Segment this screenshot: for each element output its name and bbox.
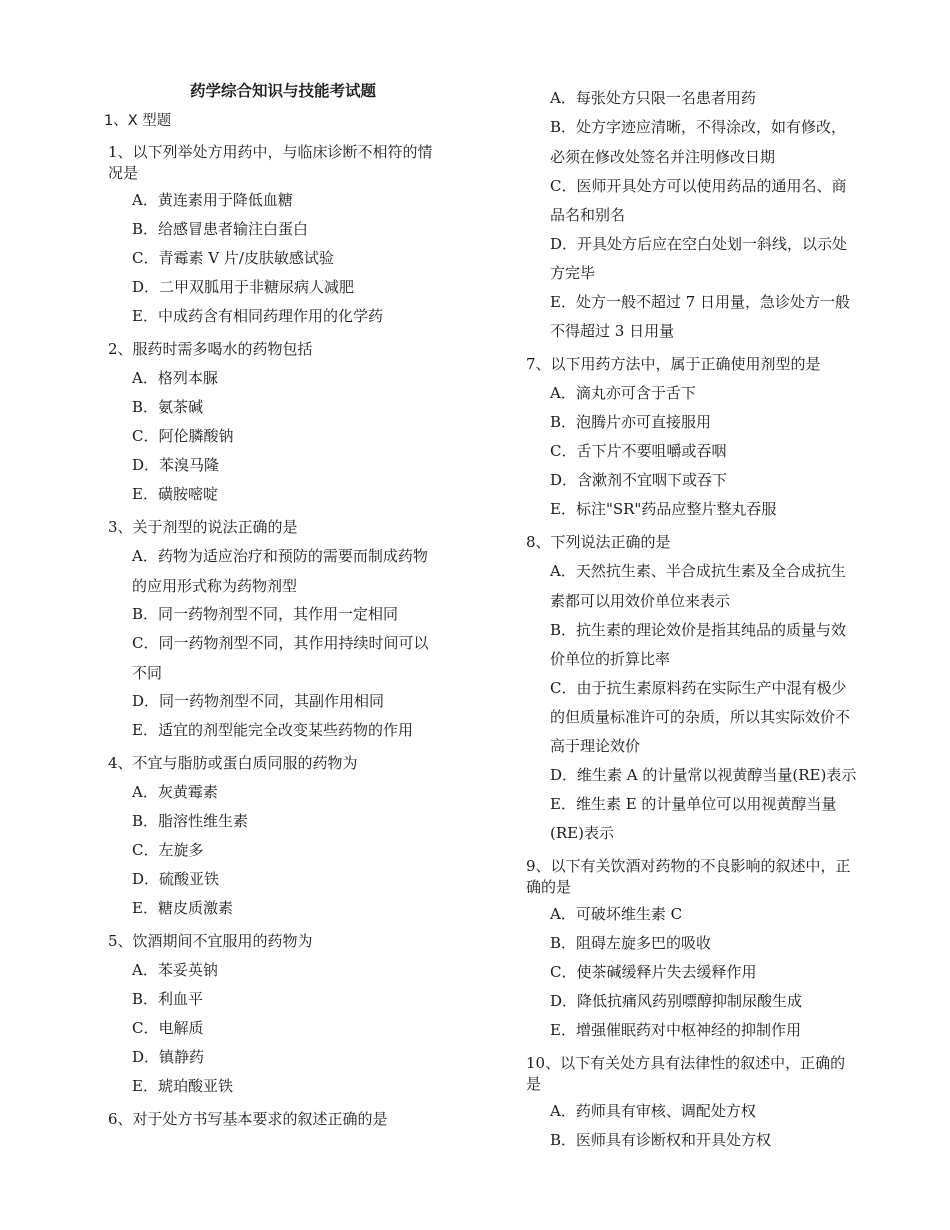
question-text: 4、不宜与脂肪或蛋白质同服的药物为: [108, 754, 358, 772]
option-a-cont: 的应用形式称为药物剂型: [132, 577, 298, 595]
option-c: C．青霉素 V 片/皮肤敏感试验: [132, 249, 334, 267]
option-d-cont: 方完毕: [550, 264, 596, 282]
option-c-cont2: 高于理论效价: [550, 737, 641, 755]
option-c: C．电解质: [132, 1019, 204, 1037]
option-d: D．开具处方后应在空白处划一斜线，以示处: [550, 235, 848, 253]
option-d: D．维生素 A 的计量常以视黄醇当量(RE)表示: [550, 766, 857, 784]
option-d: D．镇静药: [132, 1048, 205, 1066]
question-text: 9、以下有关饮酒对药物的不良影响的叙述中，正: [526, 857, 851, 875]
option-a: A．可破坏维生素 C: [550, 905, 683, 923]
option-d: D．降低抗痛风药别嘌醇抑制尿酸生成: [550, 992, 803, 1010]
option-b-cont: 价单位的折算比率: [550, 650, 671, 668]
option-a: A．药物为适应治疗和预防的需要而制成药物: [132, 547, 428, 565]
option-b: B．抗生素的理论效价是指其纯品的质量与效: [550, 621, 847, 639]
option-b: B．医师具有诊断权和开具处方权: [550, 1131, 772, 1149]
question-text: 3、关于剂型的说法正确的是: [108, 518, 298, 536]
option-a: A．药师具有审核、调配处方权: [550, 1102, 756, 1120]
option-b: B．泡腾片亦可直接服用: [550, 413, 712, 431]
option-b: B．同一药物剂型不同，其作用一定相同: [132, 605, 399, 623]
question-text-cont: 是: [526, 1075, 542, 1093]
question-text: 10、以下有关处方具有法律性的叙述中，正确的: [526, 1054, 846, 1072]
option-c: C．阿伦膦酸钠: [132, 427, 234, 445]
option-a: A．灰黄霉素: [132, 783, 218, 801]
option-e-cont: 不得超过 3 日用量: [550, 322, 675, 340]
option-e: E．增强催眠药对中枢神经的抑制作用: [550, 1021, 801, 1039]
option-d: D．二甲双胍用于非糖尿病人减肥: [132, 278, 355, 296]
option-e: E．维生素 E 的计量单位可以用视黄醇当量: [550, 795, 837, 813]
option-b: B．给感冒患者输注白蛋白: [132, 220, 309, 238]
option-c: C．使茶碱缓释片失去缓释作用: [550, 963, 757, 981]
question-text-cont: 确的是: [526, 878, 572, 896]
option-e: E．中成药含有相同药理作用的化学药: [132, 307, 383, 325]
option-b: B．脂溶性维生素: [132, 812, 249, 830]
option-b-cont: 必须在修改处签名并注明修改日期: [550, 148, 776, 166]
page-title: 药学综合知识与技能考试题: [190, 82, 377, 100]
option-a: A．格列本脲: [132, 369, 218, 387]
option-c: C．医师开具处方可以使用药品的通用名、商: [550, 177, 847, 195]
question-text: 2、服药时需多喝水的药物包括: [108, 340, 313, 358]
question-text: 1、以下列举处方用药中，与临床诊断不相符的情: [108, 143, 433, 161]
option-b: B．氨茶碱: [132, 398, 204, 416]
option-e: E．琥珀酸亚铁: [132, 1077, 233, 1095]
option-c: C．由于抗生素原料药在实际生产中混有极少: [550, 679, 847, 697]
option-d: D．硫酸亚铁: [132, 870, 220, 888]
option-e: E．磺胺嘧啶: [132, 485, 218, 503]
option-c: C．舌下片不要咀嚼或吞咽: [550, 442, 727, 460]
option-d: D．含漱剂不宜咽下或吞下: [550, 471, 728, 489]
option-b: B．利血平: [132, 990, 204, 1008]
question-text: 5、饮酒期间不宜服用的药物为: [108, 932, 313, 950]
option-b: B．处方字迹应清晰，不得涂改，如有修改，: [550, 118, 847, 136]
question-text-cont: 况是: [108, 164, 139, 182]
question-text: 8、下列说法正确的是: [526, 533, 671, 551]
option-c-cont: 品名和别名: [550, 206, 626, 224]
option-e: E．标注"SR"药品应整片整丸吞服: [550, 500, 777, 518]
question-text: 6、对于处方书写基本要求的叙述正确的是: [108, 1110, 388, 1128]
option-e-cont: (RE)表示: [550, 824, 614, 842]
option-e: E．适宜的剂型能完全改变某些药物的作用: [132, 721, 413, 739]
option-d: D．苯溴马隆: [132, 456, 220, 474]
section-heading: 1、X 型题: [104, 113, 172, 129]
option-a: A．黄连素用于降低血糖: [132, 191, 293, 209]
option-a: A．滴丸亦可含于舌下: [550, 384, 696, 402]
option-a: A．苯妥英钠: [132, 961, 218, 979]
option-b: B．阻碍左旋多巴的吸收: [550, 934, 712, 952]
option-a: A．每张处方只限一名患者用药: [550, 89, 756, 107]
option-e: E．处方一般不超过 7 日用量，急诊处方一般: [550, 293, 851, 311]
option-c-cont1: 的但质量标准许可的杂质，所以其实际效价不: [550, 708, 851, 726]
option-a-cont: 素都可以用效价单位来表示: [550, 592, 731, 610]
option-c: C．左旋多: [132, 841, 204, 859]
option-e: E．糖皮质激素: [132, 899, 233, 917]
option-a: A．天然抗生素、半合成抗生素及全合成抗生: [550, 562, 846, 580]
option-c-cont: 不同: [132, 664, 163, 682]
option-d: D．同一药物剂型不同，其副作用相同: [132, 692, 385, 710]
option-c: C．同一药物剂型不同，其作用持续时间可以: [132, 634, 429, 652]
question-text: 7、以下用药方法中，属于正确使用剂型的是: [526, 355, 821, 373]
